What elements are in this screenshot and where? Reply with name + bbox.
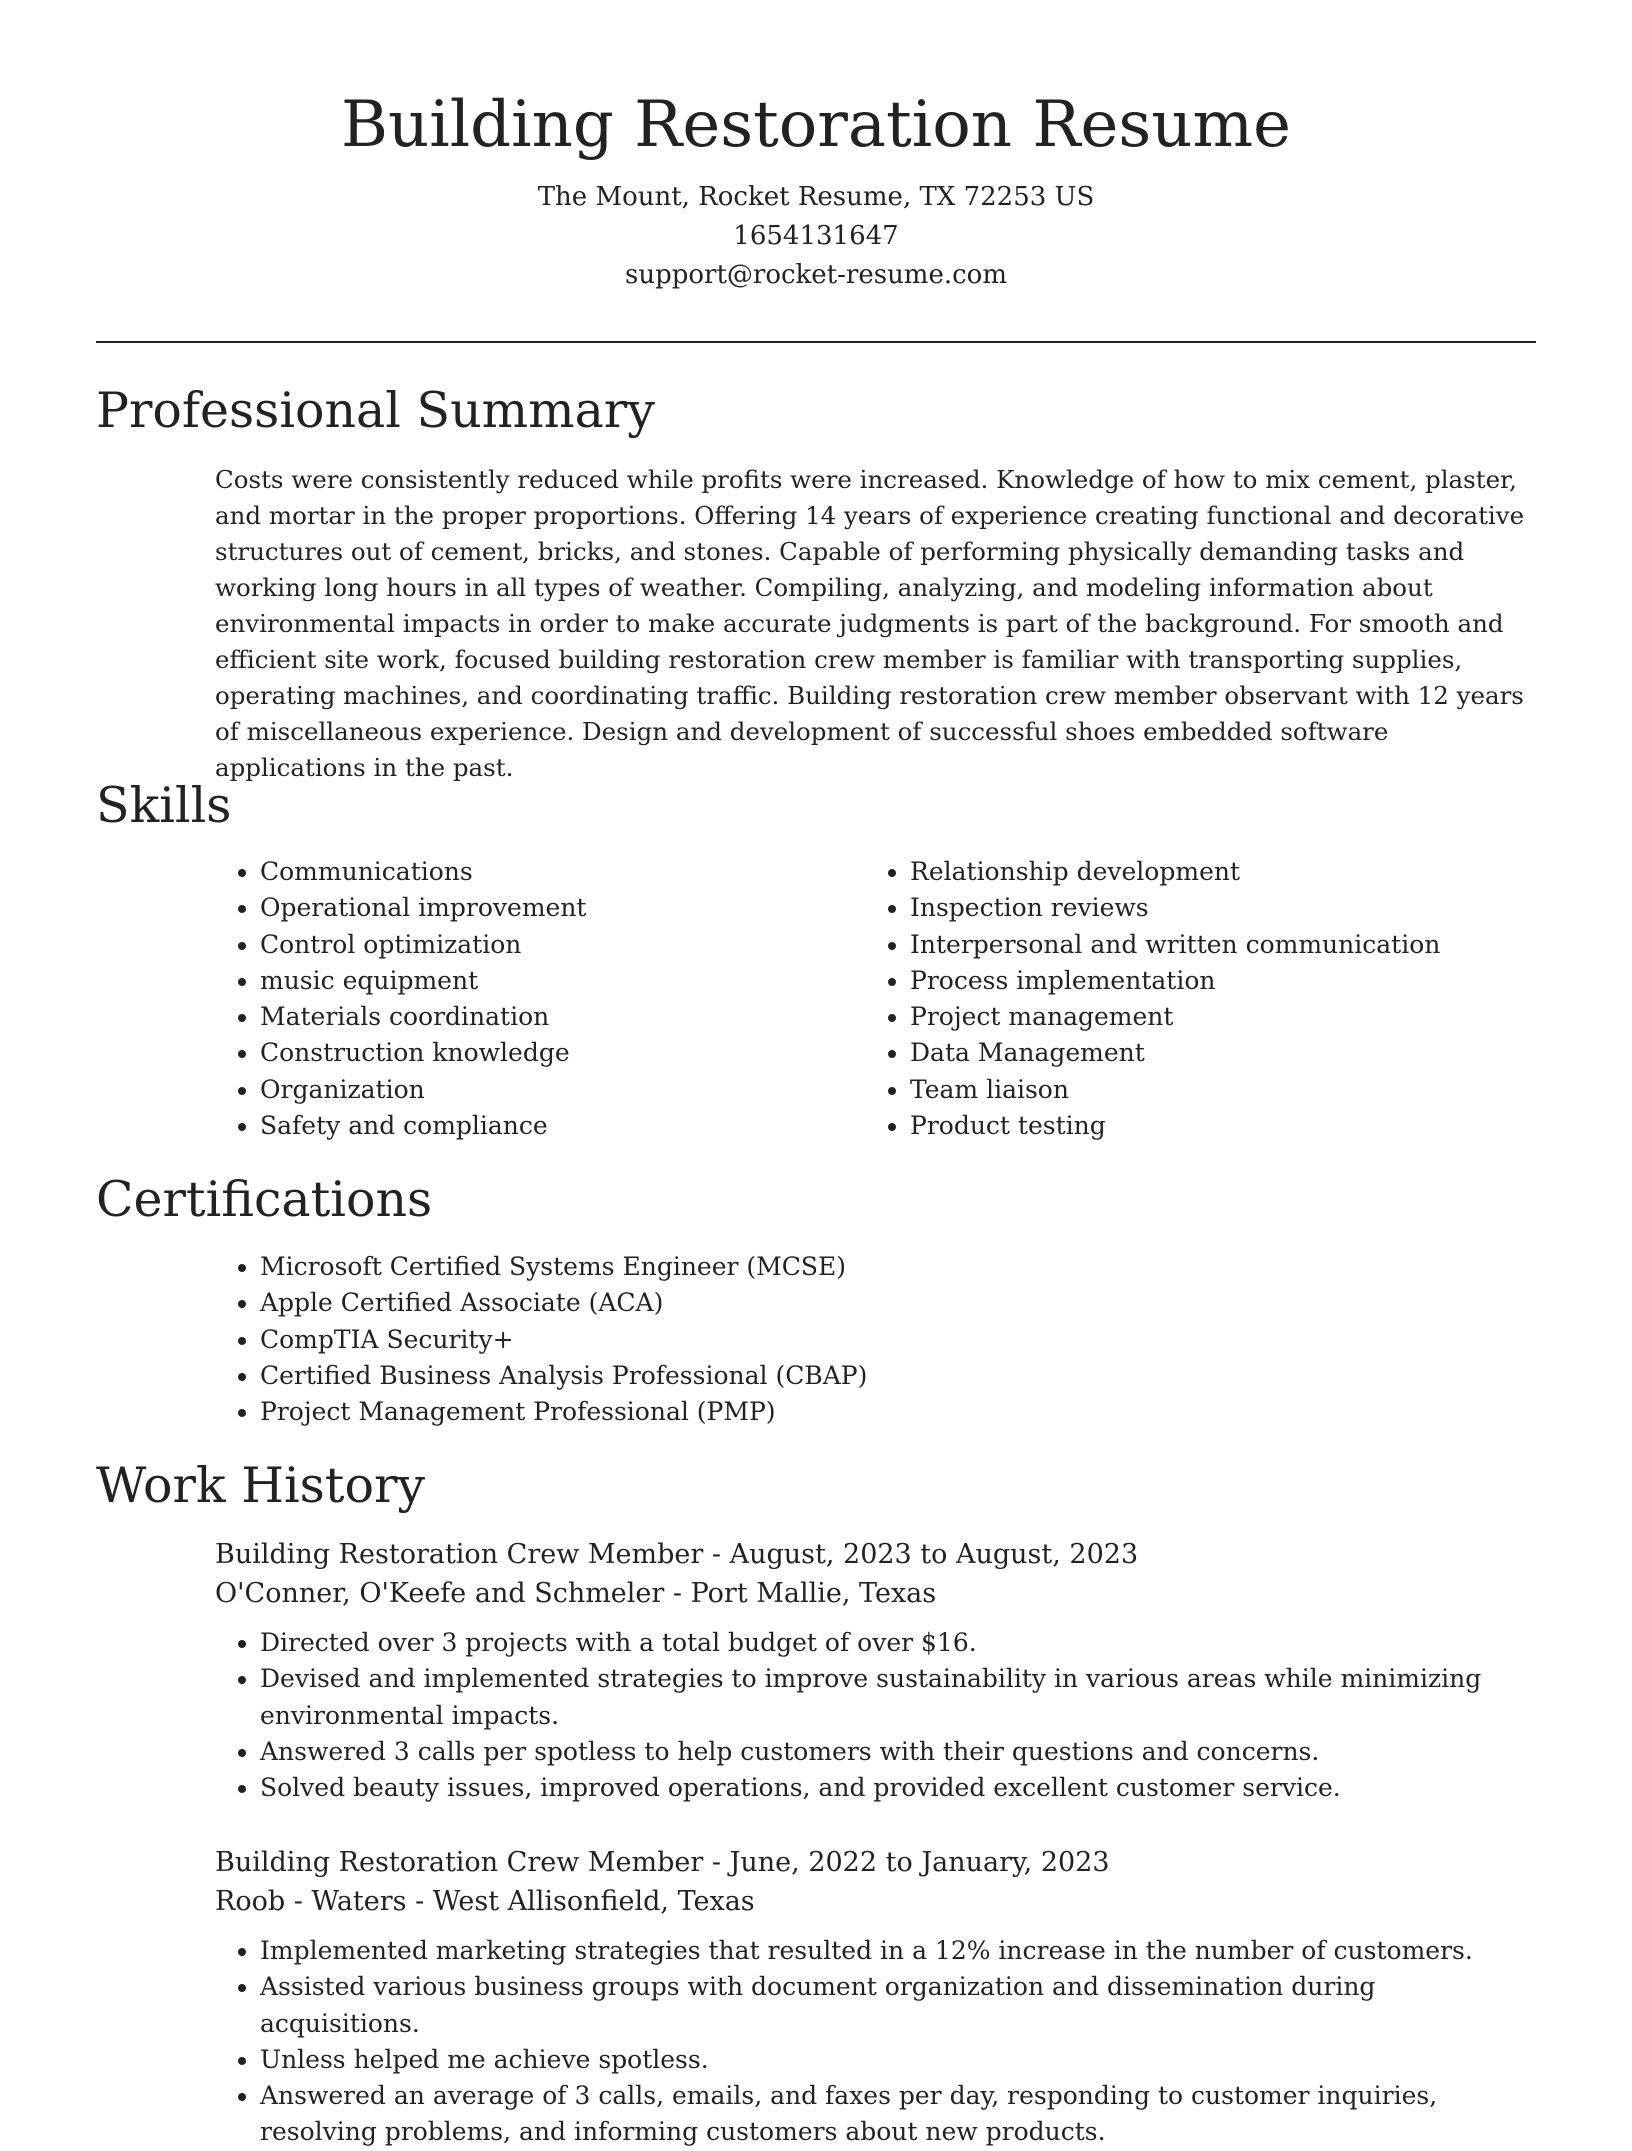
certification-item: • Project Management Professional (PMP)	[260, 1394, 1515, 1430]
job-company: Roob - Waters	[215, 1886, 407, 1917]
job-title-line	[215, 1535, 1535, 1574]
certifications-block	[215, 1249, 1515, 1430]
contact-info	[0, 178, 1632, 295]
job-bullets	[215, 1625, 1535, 1806]
skill-item: • Organization	[260, 1072, 815, 1108]
header-divider	[96, 341, 1536, 343]
skill-item: • Process implementation	[910, 963, 1545, 999]
skill-item: • Team liaison	[910, 1072, 1545, 1108]
skill-item: • Control optimization	[260, 927, 815, 963]
skill-item: • music equipment	[260, 963, 815, 999]
job-bullet: • Directed over 3 projects with a total budget of over $16.	[260, 1625, 1535, 1661]
skills-column-right	[865, 854, 1545, 1144]
job-bullet: • Devised and implemented strategies to improve sustainability in various areas while minimizing environmental impacts.	[260, 1661, 1535, 1734]
resume-header	[0, 82, 1632, 295]
summary-heading: Professional Summary	[96, 382, 655, 439]
job-bullet: • Assisted various business groups with document organization and dissemination during acquisitions.	[260, 1969, 1535, 2042]
job-bullets	[215, 1933, 1535, 2151]
certification-item: • Certified Business Analysis Professional (CBAP)	[260, 1358, 1515, 1394]
job-bullet: • Implemented marketing strategies that resulted in a 12% increase in the number of customers.	[260, 1933, 1535, 1969]
contact-phone: 1654131647	[733, 221, 899, 251]
job-location: - West Allisonfield, Texas	[406, 1886, 755, 1917]
job-bullet: • Answered an average of 3 calls, emails, and faxes per day, responding to customer inquiries, resolving problems, and informing customers about new products.	[260, 2078, 1535, 2151]
certification-item: • CompTIA Security+	[260, 1322, 1515, 1358]
job-dates: - August, 2023 to August, 2023	[703, 1539, 1139, 1570]
skills-list-left	[215, 854, 815, 1144]
job-bullet: • Solved beauty issues, improved operations, and provided excellent customer service.	[260, 1770, 1535, 1806]
job-company: O'Conner, O'Keefe and Schmeler	[215, 1578, 665, 1609]
certification-item: • Microsoft Certified Systems Engineer (MCSE)	[260, 1249, 1515, 1285]
job-bullet: • Answered 3 calls per spotless to help customers with their questions and concerns.	[260, 1734, 1535, 1770]
skills-list-right	[865, 854, 1545, 1144]
job-title: Building Restoration Crew Member	[215, 1539, 704, 1570]
skill-item: • Data Management	[910, 1035, 1545, 1071]
certifications-heading: Certifications	[96, 1171, 433, 1228]
job-company-line	[215, 1882, 1535, 1921]
skill-item: • Interpersonal and written communication	[910, 927, 1545, 963]
skill-item: • Relationship development	[910, 854, 1545, 890]
job-entry	[215, 1843, 1535, 2151]
contact-address: The Mount, Rocket Resume, TX 72253 US	[537, 182, 1095, 212]
skill-item: • Inspection reviews	[910, 890, 1545, 926]
job-title-line	[215, 1843, 1535, 1882]
job-company-line	[215, 1574, 1535, 1613]
skill-item: • Safety and compliance	[260, 1108, 815, 1144]
skill-item: • Communications	[260, 854, 815, 890]
skills-heading: Skills	[96, 777, 232, 834]
certification-item: • Apple Certified Associate (ACA)	[260, 1285, 1515, 1321]
skill-item: • Construction knowledge	[260, 1035, 815, 1071]
page-title: Building Restoration Resume	[340, 88, 1292, 162]
skill-item: • Operational improvement	[260, 890, 815, 926]
certifications-list	[215, 1249, 1515, 1430]
work-history-heading: Work History	[96, 1457, 426, 1514]
summary-text: Costs were consistently reduced while profits were increased. Knowledge of how to mix cement, plaster, and mortar in the proper proportions. Offering 14 years of experience creating functional and decorative structures out of cement, bricks, and stones. Capable of performing physically demanding tasks and working long hours in all types of weather. Compiling, analyzing, and modeling information about environmental impacts in order to make accurate judgments is part of the background. For smooth and efficient site work, focused building restoration crew member is familiar with transporting supplies, operating machines, and coordinating traffic. Building restoration crew member observant with 12 years of miscellaneous experience. Design and development of successful shoes embedded software applications in the past.	[215, 465, 1525, 782]
job-location: - Port Mallie, Texas	[664, 1578, 937, 1609]
job-bullet: • Unless helped me achieve spotless.	[260, 2042, 1535, 2078]
job-dates: - June, 2022 to January, 2023	[703, 1847, 1110, 1878]
job-title: Building Restoration Crew Member	[215, 1847, 704, 1878]
skill-item: • Project management	[910, 999, 1545, 1035]
skill-item: • Materials coordination	[260, 999, 815, 1035]
contact-email: support@rocket-resume.com	[624, 260, 1007, 290]
skills-column-left	[215, 854, 815, 1144]
skill-item: • Product testing	[910, 1108, 1545, 1144]
job-entry	[215, 1535, 1535, 1806]
